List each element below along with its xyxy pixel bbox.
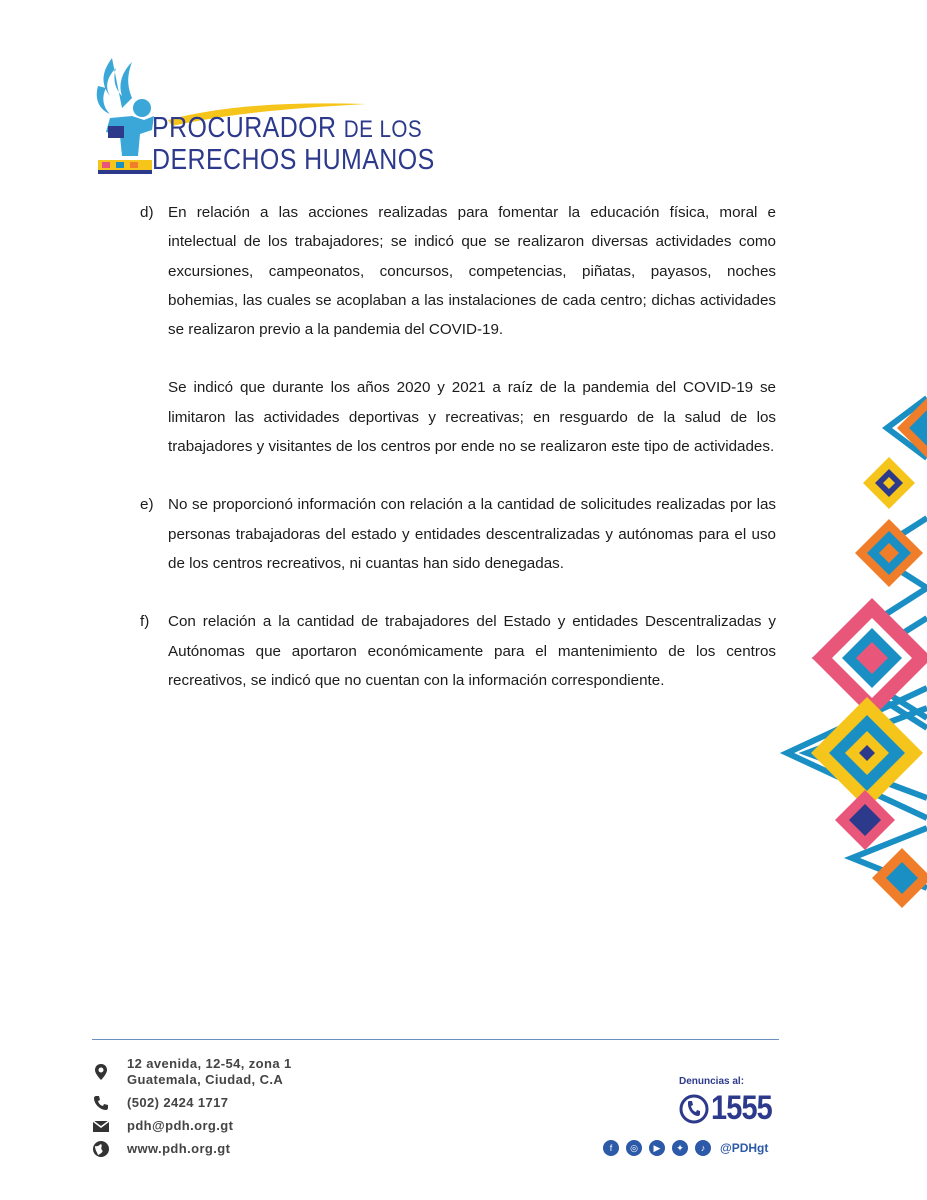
phone-number: (502) 2424 1717 [127, 1095, 229, 1110]
decorative-textile-pattern [777, 388, 927, 916]
envelope-icon [92, 1117, 110, 1135]
facebook-icon[interactable]: f [603, 1140, 619, 1156]
youtube-icon[interactable]: ▶ [649, 1140, 665, 1156]
address-line1: 12 avenida, 12-54, zona 1 [127, 1056, 292, 1071]
list-item-text: No se proporcionó información con relación a la cantidad de solicitudes realizadas por las personas trabajadoras del estado y entidades descentralizadas y autónomas para el uso de los centros recreativos, ni cuantas han sido denegadas. [168, 496, 776, 572]
paragraph: Se indicó que durante los años 2020 y 2021 a raíz de la pandemia del COVID-19 se limitaron las actividades deportivas y recreativas; en resguardo de la salud de los trabajadores y visitantes de los centros por ende no se realizaron este tipo de actividades. [168, 379, 776, 456]
tiktok-icon[interactable]: ♪ [695, 1140, 711, 1156]
social-links [603, 1140, 768, 1156]
footer-phone [92, 1094, 228, 1112]
list-item-text: Con relación a la cantidad de trabajadores del Estado y entidades Descentralizadas y Autónomas que aportaron económicamente para el mantenimiento de los centros recreativos, se indicó que no cuentan con la información correspondiente. [168, 613, 776, 689]
document-body [140, 198, 776, 695]
social-handle[interactable]: @PDHgt [720, 1141, 769, 1155]
logo-text-line2: DERECHOS HUMANOS [152, 144, 435, 176]
list-item-d [140, 198, 776, 344]
list-item-f [140, 607, 776, 695]
instagram-icon[interactable]: ◎ [626, 1140, 642, 1156]
email-address[interactable]: pdh@pdh.org.gt [127, 1118, 234, 1133]
hotline-phone-icon [679, 1092, 709, 1126]
footer-divider [92, 1039, 779, 1040]
footer-web [92, 1140, 230, 1158]
list-marker: f) [140, 613, 150, 631]
address-line2: Guatemala, Ciudad, C.A [127, 1072, 284, 1087]
logo-text-line1: PROCURADOR DE LOS [152, 112, 423, 144]
hotline-number: 1555 [711, 1089, 772, 1127]
phone-icon [92, 1094, 110, 1112]
denuncias-label: Denuncias al: [679, 1076, 745, 1087]
list-marker: e) [140, 496, 154, 514]
footer-email [92, 1117, 233, 1135]
pdh-logo [92, 56, 435, 178]
list-marker: d) [140, 204, 154, 221]
footer-address [92, 1056, 292, 1088]
globe-icon [92, 1140, 110, 1158]
website-url[interactable]: www.pdh.org.gt [127, 1141, 231, 1156]
hotline[interactable] [679, 1089, 783, 1128]
list-item-e [140, 490, 776, 578]
location-pin-icon [92, 1063, 110, 1081]
list-item-text: En relación a las acciones realizadas para fomentar la educación física, moral e intelectual de los trabajadores; se indicó que se realizaron diversas actividades como excursiones, campeonatos, concursos, competencias, piñatas, payasos, noches bohemias, las cuales se acoplaban a las instalaciones de cada centro; dichas actividades se realizaron previo a la pandemia del COVID-19. [168, 204, 776, 339]
twitter-icon[interactable]: ✦ [672, 1140, 688, 1156]
